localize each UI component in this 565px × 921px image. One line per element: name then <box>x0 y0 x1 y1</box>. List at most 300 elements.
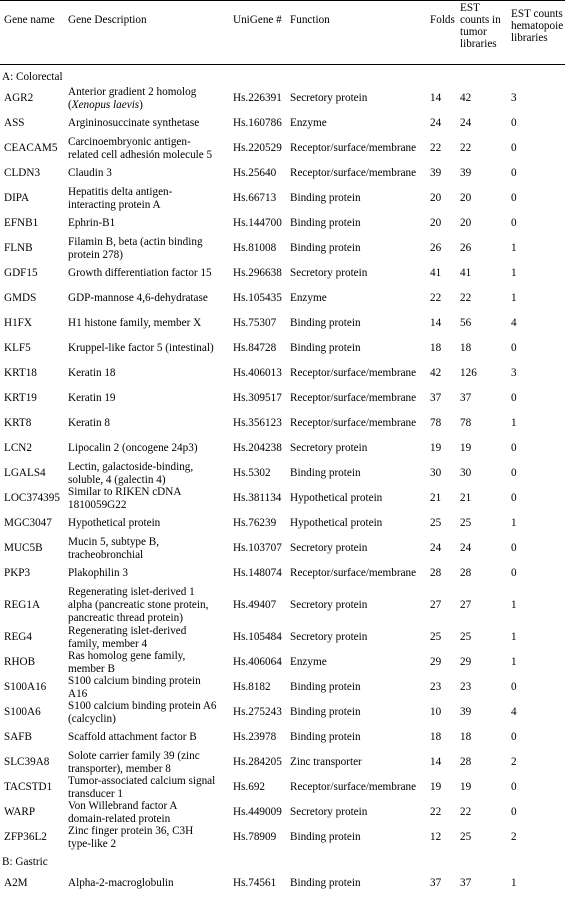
description-line: Keratin 19 <box>68 392 116 404</box>
table-row <box>0 700 565 725</box>
folds-cell: 19 <box>430 442 442 454</box>
est-tumor-cell: 37 <box>460 877 472 889</box>
function-cell: Receptor/surface/membrane <box>290 781 417 793</box>
description-line: protein 278) <box>68 249 123 261</box>
est-hema-cell: 1 <box>511 517 517 529</box>
unigene-cell: Hs.406064 <box>233 656 282 668</box>
est-tumor-cell: 22 <box>460 142 472 154</box>
description-line: Regenerating islet-derived 1 <box>68 586 195 598</box>
unigene-cell: Hs.66713 <box>233 192 277 204</box>
header-function: Function <box>290 14 330 26</box>
function-cell: Binding protein <box>290 467 361 479</box>
gene-name-cell: S100A16 <box>4 681 47 693</box>
folds-cell: 14 <box>430 92 442 104</box>
function-cell: Secretory protein <box>290 442 368 454</box>
gene-name-cell: LGALS4 <box>4 467 46 479</box>
description-line: member B <box>68 663 115 675</box>
function-cell: Zinc transporter <box>290 756 362 768</box>
folds-cell: 78 <box>430 417 442 429</box>
unigene-cell: Hs.284205 <box>233 756 282 768</box>
folds-cell: 12 <box>430 831 442 843</box>
gene-description-cell <box>68 586 228 625</box>
function-cell: Binding protein <box>290 217 361 229</box>
est-tumor-cell: 30 <box>460 467 472 479</box>
folds-cell: 18 <box>430 342 442 354</box>
est-hema-cell: 0 <box>511 192 517 204</box>
description-line: related cell adhesión molecule 5 <box>68 149 213 161</box>
gene-name-cell: H1FX <box>4 317 32 329</box>
est-tumor-cell: 37 <box>460 392 472 404</box>
function-cell: Receptor/surface/membrane <box>290 142 417 154</box>
gene-name-cell: LCN2 <box>4 442 32 454</box>
gene-description-cell <box>68 775 228 801</box>
description-line: Kruppel-like factor 5 (intestinal) <box>68 342 214 354</box>
table-row <box>0 586 565 625</box>
description-line: transducer 1 <box>68 788 123 800</box>
gene-name-cell: KRT19 <box>4 392 37 404</box>
table-row <box>0 725 565 750</box>
gene-name-cell: ASS <box>4 117 25 129</box>
est-hema-cell: 1 <box>511 417 517 429</box>
folds-cell: 18 <box>430 731 442 743</box>
est-hema-cell: 0 <box>511 567 517 579</box>
gene-name-cell: SAFB <box>4 731 32 743</box>
description-line: Mucin 5, subtype B, <box>68 536 160 548</box>
gene-description-cell <box>68 136 228 162</box>
table-row <box>0 436 565 461</box>
header-est-tumor-line: counts in <box>460 14 501 26</box>
function-cell: Binding protein <box>290 831 361 843</box>
table-row <box>0 111 565 136</box>
gene-description-cell <box>68 167 228 180</box>
unigene-cell: Hs.275243 <box>233 706 282 718</box>
function-cell: Enzyme <box>290 656 327 668</box>
function-cell: Secretory protein <box>290 542 368 554</box>
folds-cell: 26 <box>430 242 442 254</box>
function-cell: Secretory protein <box>290 92 368 104</box>
gene-name-cell: RHOB <box>4 656 36 668</box>
folds-cell: 39 <box>430 167 442 179</box>
description-line: S100 calcium binding protein <box>68 675 201 687</box>
table-row <box>0 311 565 336</box>
est-hema-cell: 1 <box>511 267 517 279</box>
description-line: A16 <box>68 688 88 700</box>
unigene-cell: Hs.692 <box>233 781 266 793</box>
gene-name-cell: KRT8 <box>4 417 32 429</box>
est-tumor-cell: 25 <box>460 517 472 529</box>
header-unigene: UniGene # <box>233 14 282 26</box>
est-tumor-cell: 29 <box>460 656 472 668</box>
est-tumor-cell: 21 <box>460 492 472 504</box>
folds-cell: 37 <box>430 877 442 889</box>
gene-description-cell <box>68 461 228 487</box>
est-hema-cell: 1 <box>511 599 517 611</box>
description-line: Growth differentiation factor 15 <box>68 267 212 279</box>
est-tumor-cell: 19 <box>460 781 472 793</box>
unigene-cell: Hs.103707 <box>233 542 282 554</box>
folds-cell: 24 <box>430 117 442 129</box>
est-hema-cell: 4 <box>511 317 517 329</box>
unigene-cell: Hs.49407 <box>233 599 277 611</box>
description-line: tracheobronchial <box>68 549 144 561</box>
description-line: pancreatic thread protein) <box>68 612 183 624</box>
folds-cell: 22 <box>430 806 442 818</box>
est-tumor-cell: 126 <box>460 367 477 379</box>
gene-description-cell <box>68 267 228 280</box>
unigene-cell: Hs.144700 <box>233 217 282 229</box>
function-cell: Receptor/surface/membrane <box>290 417 417 429</box>
gene-name-cell: PKP3 <box>4 567 31 579</box>
est-hema-cell: 0 <box>511 806 517 818</box>
folds-cell: 42 <box>430 367 442 379</box>
function-cell: Enzyme <box>290 292 327 304</box>
header-est-hema-line: libraries <box>511 32 548 44</box>
est-hema-cell: 4 <box>511 706 517 718</box>
unigene-cell: Hs.5302 <box>233 467 271 479</box>
table-row <box>0 536 565 561</box>
gene-description-cell <box>68 236 228 262</box>
gene-name-cell: S100A6 <box>4 706 41 718</box>
gene-description-cell <box>68 317 228 330</box>
unigene-cell: Hs.76239 <box>233 517 277 529</box>
gene-name-cell: REG1A <box>4 599 41 611</box>
table-row <box>0 511 565 536</box>
folds-cell: 19 <box>430 781 442 793</box>
est-tumor-cell: 25 <box>460 631 472 643</box>
unigene-cell: Hs.296638 <box>233 267 282 279</box>
unigene-cell: Hs.81008 <box>233 242 277 254</box>
table-row <box>0 650 565 675</box>
header-folds: Folds <box>430 14 455 26</box>
est-hema-cell: 0 <box>511 731 517 743</box>
description-line: Scaffold attachment factor B <box>68 731 197 743</box>
unigene-cell: Hs.204238 <box>233 442 282 454</box>
table-row <box>0 136 565 161</box>
folds-cell: 10 <box>430 706 442 718</box>
gene-description-cell <box>68 675 228 701</box>
description-line: Hepatitis delta antigen- <box>68 186 173 198</box>
unigene-cell: Hs.356123 <box>233 417 282 429</box>
gene-description-cell <box>68 825 228 851</box>
est-hema-cell: 3 <box>511 92 517 104</box>
unigene-cell: Hs.148074 <box>233 567 282 579</box>
gene-name-cell: DIPA <box>4 192 30 204</box>
gene-name-cell: SLC39A8 <box>4 756 50 768</box>
gene-name-cell: WARP <box>4 806 36 818</box>
gene-name-cell: GMDS <box>4 292 37 304</box>
est-tumor-cell: 78 <box>460 417 472 429</box>
folds-cell: 29 <box>430 656 442 668</box>
description-line: Hypothetical protein <box>68 517 161 529</box>
function-cell: Binding protein <box>290 706 361 718</box>
description-line: Keratin 8 <box>68 417 110 429</box>
gene-description-cell <box>68 536 228 562</box>
table-row <box>0 775 565 800</box>
est-tumor-cell: 42 <box>460 92 472 104</box>
header-est-tumor-line: libraries <box>460 38 497 50</box>
function-cell: Binding protein <box>290 877 361 889</box>
gene-description-cell <box>68 517 228 530</box>
gene-name-cell: EFNB1 <box>4 217 39 229</box>
header-gene-name: Gene name <box>4 14 55 26</box>
gene-description-cell <box>68 486 228 512</box>
description-line: Plakophilin 3 <box>68 567 128 579</box>
folds-cell: 23 <box>430 681 442 693</box>
folds-cell: 20 <box>430 192 442 204</box>
description-line: Claudin 3 <box>68 167 112 179</box>
table-row <box>0 161 565 186</box>
table-row <box>0 871 565 896</box>
folds-cell: 25 <box>430 517 442 529</box>
gene-description-cell <box>68 567 228 580</box>
table-row <box>0 800 565 825</box>
description-line: Solote carrier family 39 (zinc <box>68 750 200 762</box>
est-hema-cell: 1 <box>511 631 517 643</box>
folds-cell: 22 <box>430 292 442 304</box>
function-cell: Hypothetical protein <box>290 492 383 504</box>
table-row <box>0 286 565 311</box>
species-italic: Xenopus laevis <box>71 99 140 111</box>
description-line: type-like 2 <box>68 838 117 850</box>
gene-name-cell: TACSTD1 <box>4 781 53 793</box>
unigene-cell: Hs.84728 <box>233 342 277 354</box>
est-tumor-cell: 26 <box>460 242 472 254</box>
folds-cell: 22 <box>430 142 442 154</box>
description-line: S100 calcium binding protein A6 <box>68 700 217 712</box>
header-est-tumor-line: EST <box>460 2 480 14</box>
unigene-cell: Hs.105435 <box>233 292 282 304</box>
function-cell: Binding protein <box>290 242 361 254</box>
function-cell: Binding protein <box>290 681 361 693</box>
description-line: domain-related protein <box>68 813 171 825</box>
function-cell: Receptor/surface/membrane <box>290 367 417 379</box>
description-line: Alpha-2-macroglobulin <box>68 877 174 889</box>
gene-name-cell: A2M <box>4 877 28 889</box>
description-line: (Xenopus laevis) <box>68 99 143 111</box>
function-cell: Enzyme <box>290 117 327 129</box>
folds-cell: 27 <box>430 599 442 611</box>
header-gene-description: Gene Description <box>68 14 147 26</box>
function-cell: Binding protein <box>290 731 361 743</box>
unigene-cell: Hs.226391 <box>233 92 282 104</box>
header-est-tumor-line: tumor <box>460 26 487 38</box>
function-cell: Receptor/surface/membrane <box>290 167 417 179</box>
est-tumor-cell: 23 <box>460 681 472 693</box>
header-est-hema-line: hematopoie <box>511 20 564 32</box>
section-label-gastric: B: Gastric <box>2 856 48 868</box>
gene-description-cell <box>68 186 228 212</box>
description-line: Similar to RIKEN cDNA <box>68 486 182 498</box>
est-hema-cell: 0 <box>511 142 517 154</box>
gene-name-cell: GDF15 <box>4 267 38 279</box>
function-cell: Binding protein <box>290 192 361 204</box>
table-row <box>0 561 565 586</box>
folds-cell: 21 <box>430 492 442 504</box>
est-hema-cell: 0 <box>511 392 517 404</box>
unigene-cell: Hs.381134 <box>233 492 282 504</box>
est-hema-cell: 0 <box>511 467 517 479</box>
gene-name-cell: MGC3047 <box>4 517 52 529</box>
table-row <box>0 675 565 700</box>
section-label-colorectal: A: Colorectal <box>2 71 63 83</box>
table-row <box>0 86 565 111</box>
gene-description-cell <box>68 417 228 430</box>
function-cell: Secretory protein <box>290 806 368 818</box>
gene-name-cell: KLF5 <box>4 342 31 354</box>
est-hema-cell: 0 <box>511 681 517 693</box>
folds-cell: 30 <box>430 467 442 479</box>
header-est-tumor <box>460 2 501 50</box>
description-line: GDP-mannose 4,6-dehydratase <box>68 292 208 304</box>
gene-description-cell <box>68 367 228 380</box>
gene-name-cell: KRT18 <box>4 367 37 379</box>
est-hema-cell: 2 <box>511 756 517 768</box>
function-cell: Receptor/surface/membrane <box>290 392 417 404</box>
description-line: Lectin, galactoside-binding, <box>68 461 194 473</box>
unigene-cell: Hs.25640 <box>233 167 277 179</box>
header-rule <box>0 64 565 65</box>
gene-description-cell <box>68 217 228 230</box>
gene-name-cell: AGR2 <box>4 92 34 104</box>
description-line: Zinc finger protein 36, C3H <box>68 825 194 837</box>
header-est-hema <box>511 8 563 44</box>
description-line: family, member 4 <box>68 638 148 650</box>
unigene-cell: Hs.75307 <box>233 317 277 329</box>
description-line: Anterior gradient 2 homolog <box>68 86 197 98</box>
est-tumor-cell: 28 <box>460 567 472 579</box>
unigene-cell: Hs.406013 <box>233 367 282 379</box>
gene-description-cell <box>68 86 228 112</box>
est-hema-cell: 1 <box>511 292 517 304</box>
unigene-cell: Hs.160786 <box>233 117 282 129</box>
est-tumor-cell: 24 <box>460 542 472 554</box>
description-line: Ras homolog gene family, <box>68 650 186 662</box>
gene-description-cell <box>68 731 228 744</box>
est-tumor-cell: 22 <box>460 292 472 304</box>
description-line: Filamin B, beta (actin binding <box>68 236 203 248</box>
function-cell: Secretory protein <box>290 631 368 643</box>
folds-cell: 24 <box>430 542 442 554</box>
description-line: Von Willebrand factor A <box>68 800 178 812</box>
table-row <box>0 261 565 286</box>
description-line: (calcyclin) <box>68 713 116 725</box>
function-cell: Binding protein <box>290 317 361 329</box>
table-row <box>0 625 565 650</box>
table-row <box>0 461 565 486</box>
description-line: Regenerating islet-derived <box>68 625 187 637</box>
est-tumor-cell: 19 <box>460 442 472 454</box>
folds-cell: 20 <box>430 217 442 229</box>
gene-name-cell: CEACAM5 <box>4 142 58 154</box>
est-hema-cell: 1 <box>511 877 517 889</box>
table-row <box>0 236 565 261</box>
est-hema-cell: 2 <box>511 831 517 843</box>
table-row <box>0 411 565 436</box>
unigene-cell: Hs.8182 <box>233 681 271 693</box>
table-row <box>0 386 565 411</box>
est-tumor-cell: 18 <box>460 731 472 743</box>
est-tumor-cell: 27 <box>460 599 472 611</box>
gene-description-cell <box>68 800 228 826</box>
top-rule <box>0 0 565 1</box>
folds-cell: 14 <box>430 756 442 768</box>
unigene-cell: Hs.449009 <box>233 806 282 818</box>
est-tumor-cell: 39 <box>460 167 472 179</box>
function-cell: Secretory protein <box>290 599 368 611</box>
description-line: Keratin 18 <box>68 367 116 379</box>
table-header <box>0 2 565 62</box>
est-tumor-cell: 41 <box>460 267 472 279</box>
description-line: alpha (pancreatic stone protein, <box>68 599 209 611</box>
est-tumor-cell: 56 <box>460 317 472 329</box>
unigene-cell: Hs.74561 <box>233 877 277 889</box>
description-line: Lipocalin 2 (oncogene 24p3) <box>68 442 198 454</box>
gene-description-cell <box>68 650 228 676</box>
est-hema-cell: 1 <box>511 242 517 254</box>
function-cell: Receptor/surface/membrane <box>290 567 417 579</box>
gene-description-cell <box>68 342 228 355</box>
description-line: Ephrin-B1 <box>68 217 116 229</box>
gene-description-cell <box>68 292 228 305</box>
est-hema-cell: 3 <box>511 367 517 379</box>
gene-name-cell: ZFP36L2 <box>4 831 47 843</box>
folds-cell: 14 <box>430 317 442 329</box>
gene-description-cell <box>68 442 228 455</box>
est-tumor-cell: 28 <box>460 756 472 768</box>
est-tumor-cell: 18 <box>460 342 472 354</box>
est-hema-cell: 1 <box>511 656 517 668</box>
description-line: Carcinoembryonic antigen- <box>68 136 191 148</box>
est-tumor-cell: 24 <box>460 117 472 129</box>
gene-description-cell <box>68 117 228 130</box>
function-cell: Binding protein <box>290 342 361 354</box>
folds-cell: 41 <box>430 267 442 279</box>
description-line: transporter), member 8 <box>68 763 171 775</box>
description-line: soluble, 4 (galectin 4) <box>68 474 166 486</box>
unigene-cell: Hs.309517 <box>233 392 282 404</box>
table-row <box>0 336 565 361</box>
est-tumor-cell: 39 <box>460 706 472 718</box>
table-row <box>0 211 565 236</box>
description-line: Argininosuccinate synthetase <box>68 117 200 129</box>
gene-description-cell <box>68 625 228 651</box>
gene-name-cell: FLNB <box>4 242 33 254</box>
est-hema-cell: 0 <box>511 492 517 504</box>
est-tumor-cell: 20 <box>460 217 472 229</box>
gene-description-cell <box>68 392 228 405</box>
description-line: H1 histone family, member X <box>68 317 202 329</box>
gene-name-cell: CLDN3 <box>4 167 41 179</box>
est-hema-cell: 0 <box>511 117 517 129</box>
table-row <box>0 361 565 386</box>
est-tumor-cell: 22 <box>460 806 472 818</box>
description-line: Tumor-associated calcium signal <box>68 775 216 787</box>
gene-name-cell: MUC5B <box>4 542 43 554</box>
function-cell: Hypothetical protein <box>290 517 383 529</box>
est-hema-cell: 0 <box>511 217 517 229</box>
unigene-cell: Hs.220529 <box>233 142 282 154</box>
est-hema-cell: 0 <box>511 442 517 454</box>
folds-cell: 25 <box>430 631 442 643</box>
unigene-cell: Hs.23978 <box>233 731 277 743</box>
header-est-hema-line: EST counts <box>511 8 563 20</box>
description-line: interacting protein A <box>68 199 161 211</box>
est-hema-cell: 0 <box>511 542 517 554</box>
unigene-cell: Hs.105484 <box>233 631 282 643</box>
unigene-cell: Hs.78909 <box>233 831 277 843</box>
gene-name-cell: REG4 <box>4 631 32 643</box>
table-row <box>0 486 565 511</box>
